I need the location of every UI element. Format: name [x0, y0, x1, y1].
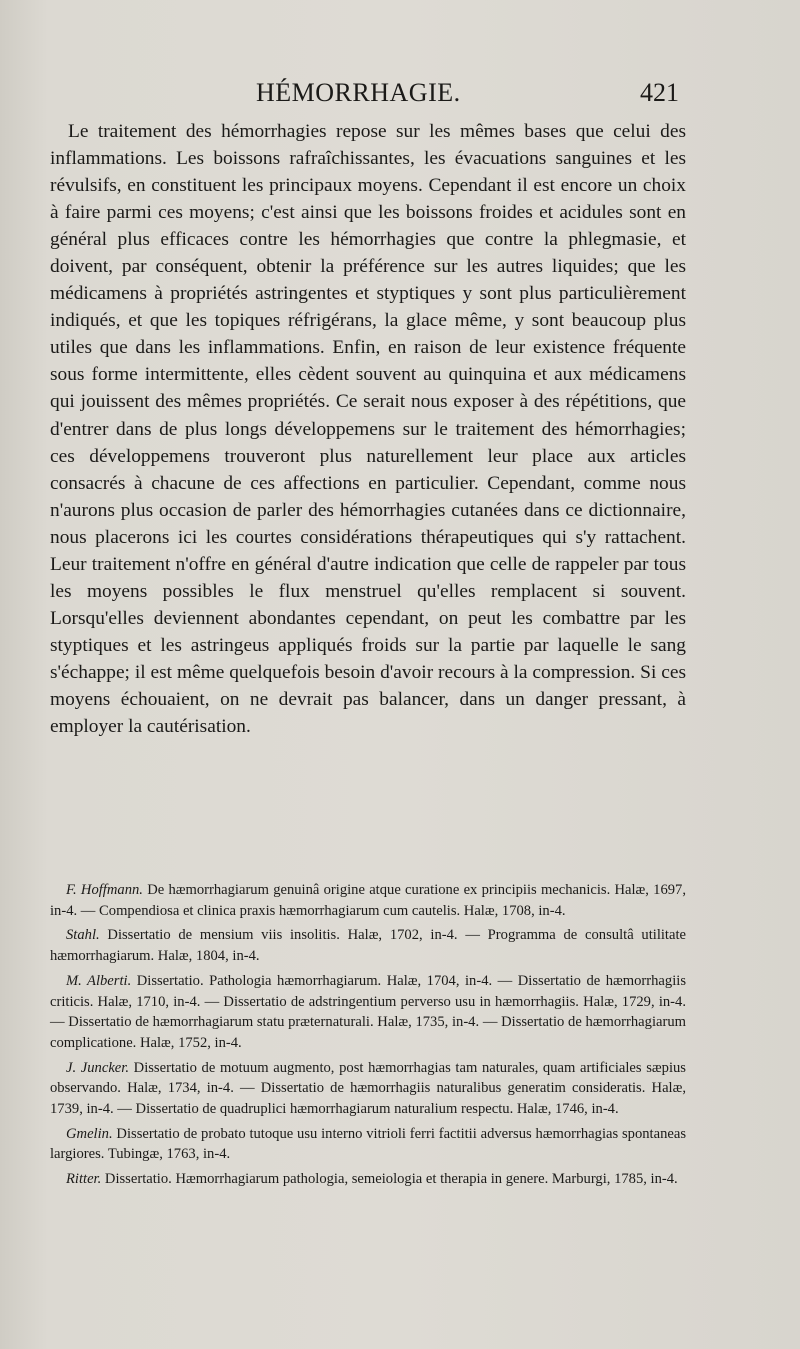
reference-entry — [50, 1169, 686, 1190]
reference-author: M. Alberti. — [66, 972, 132, 989]
reference-author: Ritter. — [66, 1171, 102, 1188]
page-header — [0, 78, 800, 118]
reference-author: Stahl. — [66, 927, 100, 944]
running-head: HÉMORRHAGIE. — [256, 78, 461, 107]
reference-author: Gmelin. — [66, 1125, 113, 1142]
reference-entry — [50, 971, 686, 1054]
body-paragraph: Le traitement des hémorrhagies repose sur les mêmes bases que celui des inflammations. Les boissons rafraîchissantes, les évacuations sanguines et les révulsifs, en constituent les principaux moyens. Cependant il est encore un choix à faire parmi ces moyens; c'est ainsi que les boissons froides et acidules sont en général plus efficaces contre les hémorrhagies que contre la phlegmasie, et doivent, par conséquent, obtenir la préférence sur les autres liquides; que les médicamens à propriétés astringentes et styptiques y sont plus particulièrement indiqués, et que les topiques réfrigérans, la glace même, y sont beaucoup plus utiles que dans les inflammations. Enfin, en raison de leur existence fréquente sous forme intermittente, elles cèdent souvent au quinquina et aux médicamens qui jouissent des mêmes propriétés. Ce serait nous exposer à des répétitions, que d'entrer dans de plus longs développemens sur le traitement des hémorrhagies; ces développemens trouveront plus naturellement leur place aux articles consacrés à chacune de ces affections en particulier. Cependant, comme nous n'aurons plus occasion de parler des hémorrhagies cutanées dans ce dictionnaire, nous placerons ici les courtes considérations thérapeutiques qui s'y rattachent. Leur traitement n'offre en général d'autre indication que celle de rappeler par tous les moyens possibles le flux menstruel qu'elles remplacent si souvent. Lorsqu'elles deviennent abondantes cependant, on peut les combattre par les styptiques et les astringeus appliqués froids sur la partie par laquelle le sang s'échappe; il est même quelquefois besoin d'avoir recours à la compression. Si ces moyens échouaient, on ne devrait pas balancer, dans un danger pressant, à employer la cautérisation. — [50, 121, 686, 738]
reference-author: J. Juncker. — [66, 1059, 129, 1076]
reference-text: Dissertatio de probato tutoque usu interno vitrioli ferri factitii adversus hæmorrhagias spontaneas largiores. Tubingæ, 1763, in-4. — [50, 1125, 686, 1163]
reference-text: Dissertatio de mensium viis insolitis. Halæ, 1702, in-4. — Programma de consultâ utilitate hæmorrhagiarum. Halæ, 1804, in-4. — [50, 927, 686, 965]
reference-entry — [50, 925, 686, 966]
reference-author: F. Hoffmann. — [66, 882, 143, 898]
reference-text: Dissertatio. Pathologia hæmorrhagiarum. Halæ, 1704, in-4. — Dissertatio de hæmorrhagiis criticis. Halæ, 1710, in-4. — Dissertatio de adstringentium perverso usu in hæmorrhagiis. Halæ, 1729, in-4. — Dissertatio de hæmorrhagiarum statu præternaturali. Halæ, 1735, in-4. — Dissertatio de hæmorrhagiarum complicatione. Halæ, 1752, in-4. — [50, 972, 686, 1051]
reference-entry — [50, 880, 686, 921]
reference-text: Dissertatio de motuum augmento, post hæmorrhagias tam naturales, quam artificiales sæpius observando. Halæ, 1734, in-4. — Dissertatio de hæmorrhagiis naturalibus generatim consideratis. Halæ, 1739, in-4. — Dissertatio de quadruplici hæmorrhagiarum naturalium respectu. Halæ, 1746, in-4. — [50, 1059, 686, 1118]
reference-entry — [50, 1058, 686, 1120]
page-number: 421 — [640, 78, 679, 107]
reference-text: Dissertatio. Hæmorrhagiarum pathologia, semeiologia et therapia in genere. Marburgi, 1785, in-4. — [101, 1171, 678, 1188]
reference-entry — [50, 1124, 686, 1165]
reference-text: De hæmorrhagiarum genuinâ origine atque curatione ex principiis mechanicis. Halæ, 1697, in-4. — Compendiosa et clinica praxis hæmorrhagiarum cum cautelis. Halæ, 1708, in-4. — [50, 882, 686, 919]
bibliography — [50, 880, 686, 1194]
